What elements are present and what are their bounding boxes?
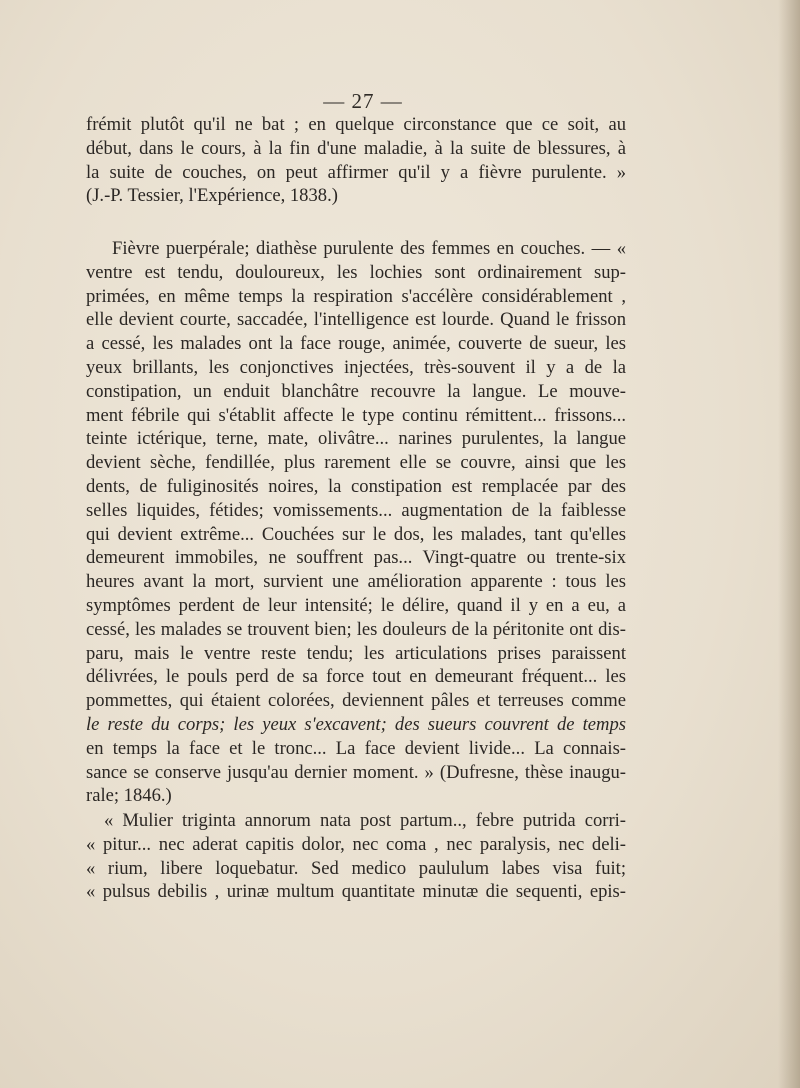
text-line: « Mulier triginta annorum nata post partum.., febre putrida corri- <box>104 810 626 831</box>
text-line: la suite de couches, on peut affirmer qu'il y a fièvre purulente. » <box>86 161 626 183</box>
text-line: frémit plutôt qu'il ne bat ; en quelque circonstance que ce soit, au <box>86 114 626 135</box>
text-line: ment fébrile qui s'établit affecte le type continu rémittent... frissons... <box>86 404 626 426</box>
text-line: début, dans le cours, à la fin d'une maladie, à la suite de blessures, à <box>86 137 626 159</box>
text-line: (J.-P. Tessier, l'Expérience, 1838.) <box>86 185 338 207</box>
text-line: « pulsus debilis , urinæ multum quantitate minutæ die sequenti, epis- <box>86 881 626 903</box>
text-line: « rium, libere loquebatur. Sed medico paululum labes visa fuit; <box>86 857 626 879</box>
text-line: constipation, un enduit blanchâtre recouvre la langue. Le mouve- <box>86 380 626 402</box>
text-line: paru, mais le ventre reste tendu; les articulations prises paraissent <box>86 642 626 664</box>
text-line: a cessé, les malades ont la face rouge, animée, couverte de sueur, les <box>86 333 626 355</box>
text-line: devient sèche, fendillée, plus rarement elle se couvre, ainsi que les <box>86 452 626 474</box>
text-line: symptômes perdent de leur intensité; le délire, quand il y en a eu, a <box>86 594 626 616</box>
text-line: teinte ictérique, terne, mate, olivâtre... narines purulentes, la langue <box>86 428 626 450</box>
text-line: yeux brillants, les conjonctives injectées, très-souvent il y a de la <box>86 356 626 378</box>
paragraph-tessier-quote <box>86 113 626 208</box>
text-line: délivrées, le pouls perd de sa force tout en demeurant fréquent... les <box>86 666 626 688</box>
text-line: heures avant la mort, survient une amélioration apparente : tous les <box>86 571 626 593</box>
text-line: qui devient extrême... Couchées sur le dos, les malades, tant qu'elles <box>86 523 626 545</box>
text-line: pommettes, qui étaient colorées, deviennent pâles et terreuses comme <box>86 690 626 712</box>
text-line: elle devient courte, saccadée, l'intelligence est lourde. Quand le frisson <box>86 309 626 331</box>
text-line: en temps la face et le tronc... La face devient livide... La connais- <box>86 737 626 759</box>
text-line: dents, de fuliginosités noires, la constipation est remplacée par des <box>86 475 626 497</box>
text-line: cessé, les malades se trouvent bien; les douleurs de la péritonite ont dis- <box>86 618 626 640</box>
paragraph-fievre-puerperale <box>86 237 626 808</box>
text-line: sance se conserve jusqu'au dernier moment. » (Dufresne, thèse inaugu- <box>86 761 626 783</box>
text-line: rale; 1846.) <box>86 785 172 807</box>
section-heading-line: Fièvre puerpérale; diathèse purulente des femmes en couches. — « <box>112 238 626 259</box>
text-line: primées, en même temps la respiration s'accélère considérablement , <box>86 285 626 307</box>
text-line: ventre est tendu, douloureux, les lochies sont ordinairement sup- <box>86 261 626 283</box>
page-edge-shadow <box>778 0 800 1088</box>
text-line: selles liquides, fétides; vomissements... augmentation de la faiblesse <box>86 499 626 521</box>
text-line: demeurent immobiles, ne souffrent pas... Vingt-quatre ou trente-six <box>86 547 626 569</box>
paragraph-latin-quote <box>86 809 626 904</box>
text-line: « pitur... nec aderat capitis dolor, nec coma , nec paralysis, nec deli- <box>86 833 626 855</box>
text-line-italic: le reste du corps; les yeux s'excavent; des sueurs couvrent de temps <box>86 713 626 735</box>
page-number: — 27 — <box>323 89 403 113</box>
